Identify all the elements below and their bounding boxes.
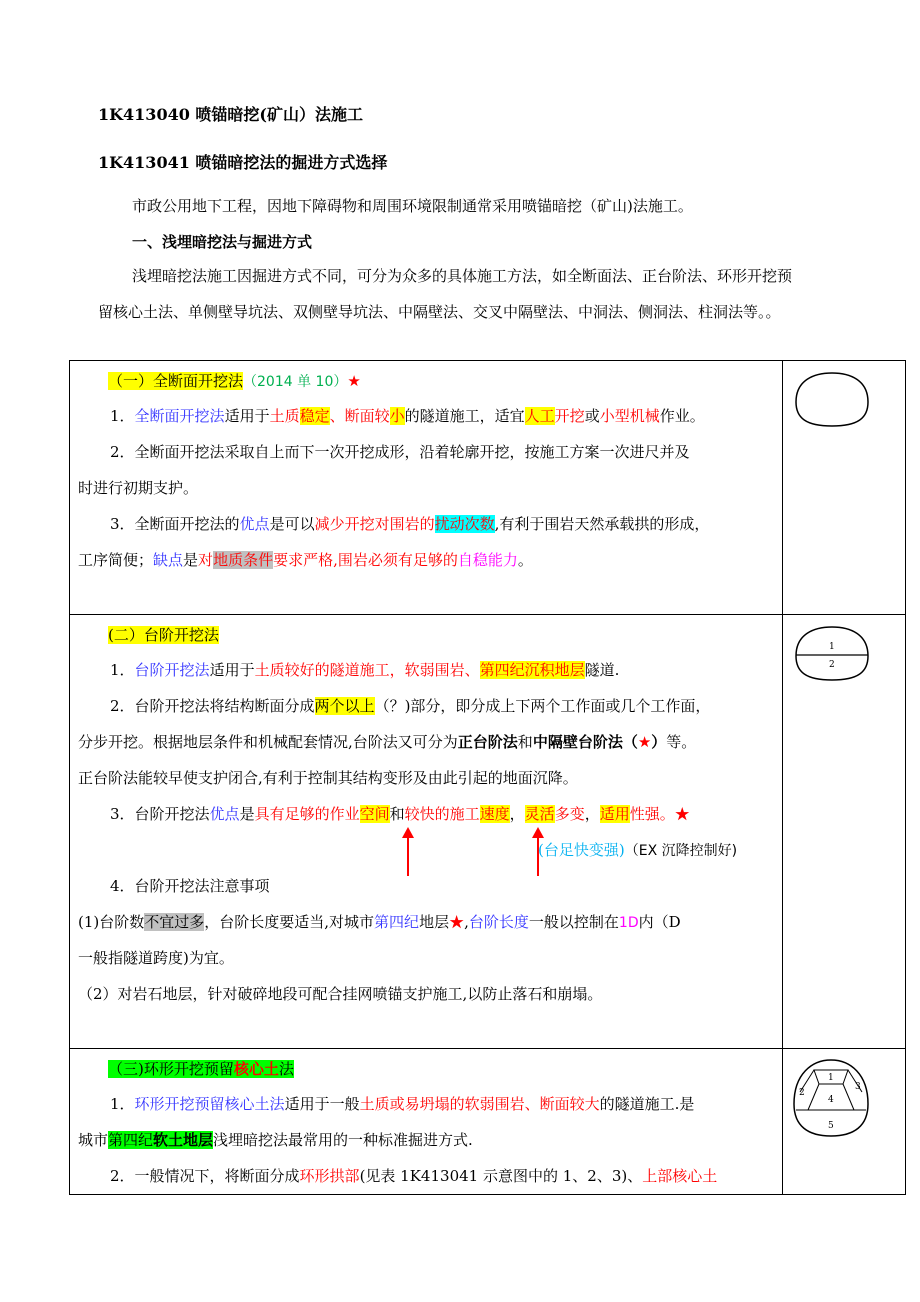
s3-para-2: 2．一般情况下，将断面分成环形拱部(见表 1K413041 示意图中的 1、2、3)、上部核心土	[110, 1167, 718, 1185]
star-icon: ★	[674, 805, 690, 823]
table-column-divider	[782, 360, 783, 1195]
s2-heading: (二）台阶开挖法	[108, 626, 219, 644]
s2-para-1: 1．台阶开挖法适用于土质较好的隧道施工，软弱围岩、第四纪沉积地层隧道.	[110, 661, 620, 679]
arrow-up-icon	[398, 826, 418, 878]
label-1: 1	[828, 1073, 834, 1083]
table-border-right	[905, 360, 906, 1195]
label-4: 4	[828, 1095, 834, 1105]
table-border-left	[69, 360, 70, 1195]
s1-para-2-line-1: 2．全断面开挖法采取自上而下一次开挖成形，沿着轮廓开挖，按施工方案一次进尺并及	[110, 443, 690, 461]
section-heading: 一、浅埋暗挖法与掘进方式	[132, 233, 313, 251]
s1-para-2-line-2: 时进行初期支护。	[78, 479, 199, 497]
bench-top-label: 1	[829, 642, 835, 652]
s2-para-3: 3．台阶开挖法优点是具有足够的作业空间和较快的施工速度，灵活多变，适用性强。★	[110, 805, 690, 823]
s3-heading: （三)环形开挖预留核心土法	[108, 1060, 294, 1078]
star-icon: ★	[449, 913, 465, 931]
body-line-2: 留核心土法、单侧壁导坑法、双侧壁导坑法、中隔壁法、交叉中隔壁法、中洞法、侧洞法、柱洞法等。。	[98, 303, 781, 321]
table-border-bottom	[69, 1194, 906, 1195]
s1-para-3-cont: 工序简便；缺点是对地质条件要求严格,围岩必须有足够的自稳能力。	[78, 551, 533, 569]
body-line-1: 浅埋暗挖法施工因掘进方式不同，可分为众多的具体施工方法，如全断面法、正台阶法、环形开挖预	[132, 267, 793, 285]
s2-para-5-cont: 一般指隧道跨度)为宜。	[78, 949, 234, 967]
doc-subtitle: 1K413041 喷锚暗挖法的掘进方式选择	[98, 153, 388, 172]
s2-para-4: 4．台阶开挖法注意事项	[110, 877, 270, 895]
s2-para-6: （2）对岩石地层，针对破碎地段可配合挂网喷锚支护施工,以防止落石和崩塌。	[78, 985, 603, 1003]
table-row-divider	[69, 1048, 906, 1049]
table-border-top	[69, 360, 906, 361]
s2-para-5: (1)台阶数不宜过多，台阶长度要适当,对城市第四纪地层★,台阶长度一般以控制在1D内（D	[78, 913, 681, 931]
s3-para-1-cont: 城市第四纪软土地层浅埋暗挖法最常用的一种标准掘进方式.	[78, 1131, 473, 1149]
table-row-divider	[69, 614, 906, 615]
bench-bottom-label: 2	[829, 660, 835, 670]
full-section-icon	[792, 370, 872, 430]
s3-para-1: 1．环形开挖预留核心土法适用于一般土质或易坍塌的软弱围岩、断面较大的隧道施工.是	[110, 1095, 695, 1113]
s1-para-1: 1．全断面开挖法适用于土质稳定、断面较小的隧道施工，适宜人工开挖或小型机械作业。	[110, 407, 705, 425]
label-5: 5	[828, 1121, 834, 1131]
s2-para-2-cont: 分步开挖。根据地层条件和机械配套情况,台阶法又可分为正台阶法和中隔壁台阶法（★）等。	[78, 733, 697, 751]
star-icon: ★	[347, 372, 361, 390]
s1-heading: （一）全断面开挖法（2014 单 10）★	[108, 372, 361, 390]
label-2: 2	[799, 1088, 805, 1098]
s1-para-3: 3．全断面开挖法的优点是可以减少开挖对围岩的扰动次数,有利于围岩天然承载拱的形成，	[110, 515, 710, 533]
label-3: 3	[855, 1082, 861, 1092]
star-icon: ★	[637, 733, 652, 751]
s2-para-2: 2．台阶开挖法将结构断面分成两个以上（？)部分，即分成上下两个工作面或几个工作面，	[110, 697, 711, 715]
bench-section-icon	[792, 624, 872, 684]
s2-para-2-cont2: 正台阶法能较早使支护闭合,有利于控制其结构变形及由此引起的地面沉降。	[78, 769, 578, 787]
doc-title: 1K413040 喷锚暗挖(矿山）法施工	[98, 105, 363, 124]
core-soil-section-icon	[788, 1056, 874, 1140]
s2-mnemonic-note: (台足快变强)（EX 沉降控制好)	[538, 841, 738, 859]
intro-paragraph: 市政公用地下工程，因地下障碍物和周围环境限制通常采用喷锚暗挖（矿山)法施工。	[132, 197, 693, 215]
